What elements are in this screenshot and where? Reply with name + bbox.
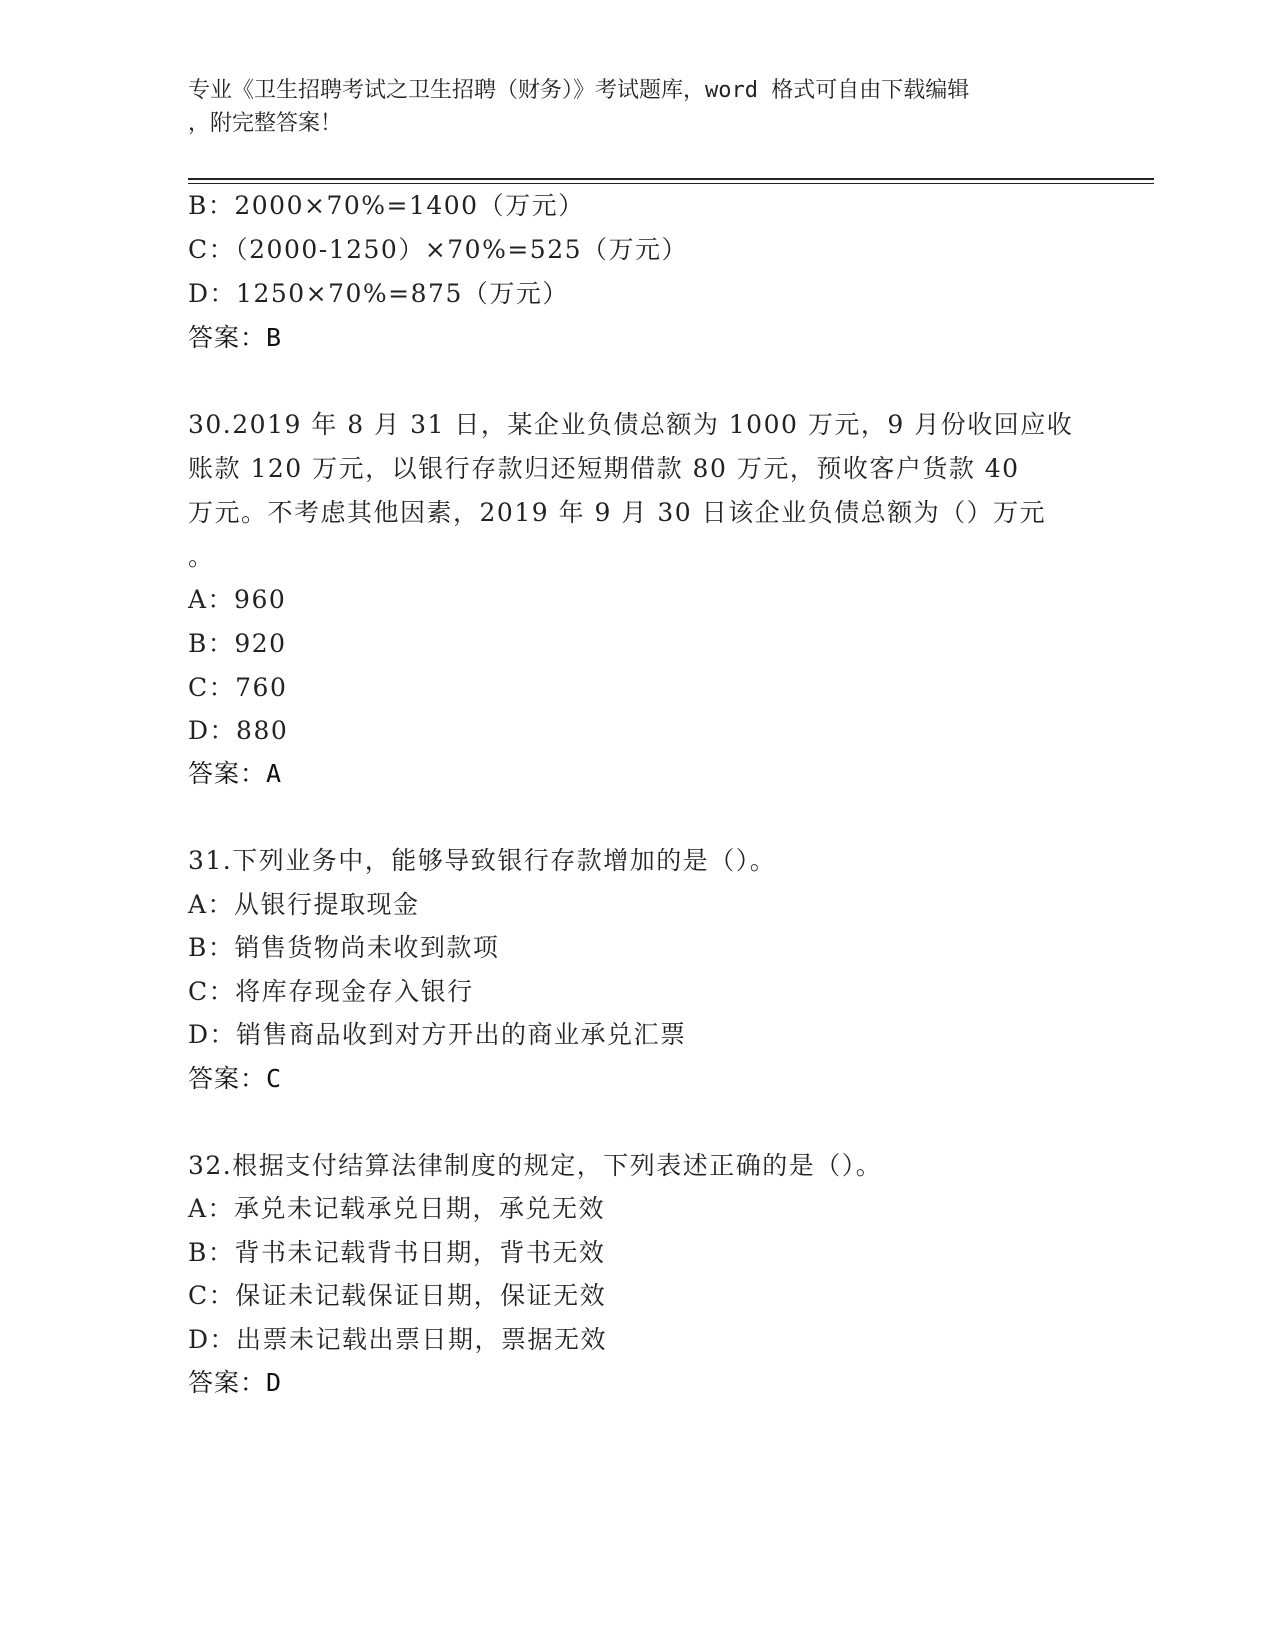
q32-answer [188, 1363, 282, 1399]
q30-stem-line-2: 账款 120 万元，以银行存款归还短期借款 80 万元，预收客户货款 40 [188, 454, 1020, 483]
q32-option-c: C：保证未记载保证日期，保证无效 [188, 1281, 607, 1310]
answer-label: 答案： [188, 1368, 267, 1397]
answer-label: 答案： [188, 323, 267, 352]
q30-option-a: A：960 [188, 585, 287, 614]
q31-stem: 31.下列业务中，能够导致银行存款增加的是（）。 [188, 846, 777, 875]
q30-stem-line-3: 万元。不考虑其他因素，2019 年 9 月 30 日该企业负债总额为（）万元 [188, 498, 1047, 527]
q30-option-d: D：880 [188, 716, 289, 745]
q31-option-c: C：将库存现金存入银行 [188, 977, 474, 1006]
q31-option-d: D：销售商品收到对方开出的商业承兑汇票 [188, 1020, 687, 1049]
document-header [188, 74, 1088, 140]
q30-option-b: B：920 [188, 629, 287, 658]
q31-answer [188, 1059, 282, 1095]
q32-stem: 32.根据支付结算法律制度的规定，下列表述正确的是（）。 [188, 1151, 883, 1180]
q31-option-b: B：销售货物尚未收到款项 [188, 933, 500, 962]
q31-option-a: A：从银行提取现金 [188, 890, 420, 919]
answer-value: C [266, 1064, 283, 1093]
header-line-1: 专业《卫生招聘考试之卫生招聘（财务）》考试题库，word 格式可自由下载编辑 [188, 78, 970, 103]
q30-stem-line-4: 。 [188, 542, 215, 571]
q29-option-c: C：（2000-1250）×70%=525（万元） [188, 235, 689, 264]
q32-option-b: B：背书未记载背书日期，背书无效 [188, 1238, 606, 1267]
header-divider-thin [188, 183, 1154, 184]
q29-option-d: D：1250×70%=875（万元） [188, 279, 569, 308]
header-divider-thick [188, 178, 1154, 180]
q29-answer [188, 318, 282, 354]
q32-option-d: D：出票未记载出票日期，票据无效 [188, 1325, 608, 1354]
answer-value: D [266, 1368, 283, 1397]
q30-stem-line-1: 30.2019 年 8 月 31 日，某企业负债总额为 1000 万元，9 月份收回应收 [188, 410, 1074, 439]
q32-option-a: A：承兑未记载承兑日期，承兑无效 [188, 1194, 606, 1223]
answer-label: 答案： [188, 1064, 267, 1093]
answer-value: A [266, 759, 283, 788]
q29-option-b: B：2000×70%=1400（万元） [188, 191, 585, 220]
answer-label: 答案： [188, 759, 267, 788]
answer-value: B [266, 323, 283, 352]
q30-answer [188, 754, 282, 790]
header-line-2: ，附完整答案！ [188, 111, 343, 136]
q30-option-c: C：760 [188, 673, 288, 702]
